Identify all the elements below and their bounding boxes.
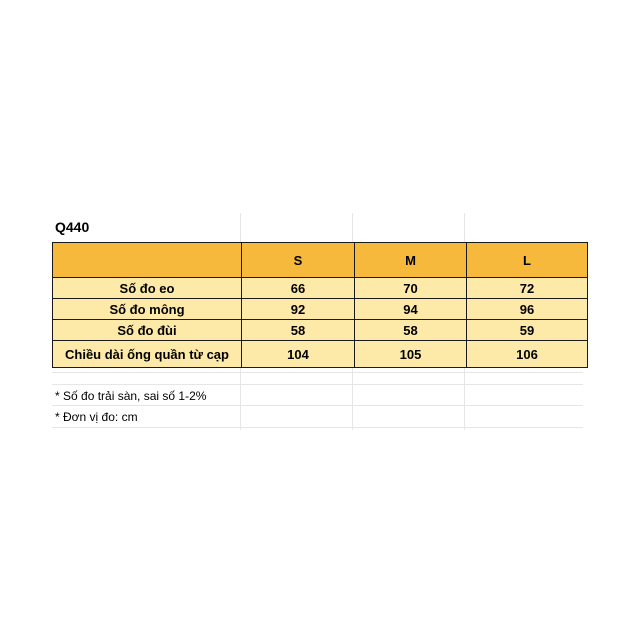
table-cell[interactable]: 96 <box>467 299 588 320</box>
table-cell[interactable]: 92 <box>242 299 355 320</box>
note-measurement: * Số đo trải sàn, sai số 1-2% <box>55 389 207 403</box>
header-cell[interactable] <box>53 243 242 278</box>
row-label[interactable]: Số đo mông <box>53 299 242 320</box>
table-cell[interactable]: 59 <box>467 320 588 341</box>
table-header-row <box>53 243 588 278</box>
gridline <box>52 427 583 428</box>
table-cell[interactable]: 66 <box>242 278 355 299</box>
table-row <box>53 278 588 299</box>
gridline <box>52 372 583 373</box>
sheet-title: Q440 <box>55 219 90 235</box>
table-cell[interactable]: 106 <box>467 341 588 368</box>
table-cell[interactable]: 72 <box>467 278 588 299</box>
table-row <box>53 299 588 320</box>
size-table <box>52 242 588 368</box>
table-row <box>53 320 588 341</box>
table-cell[interactable]: 104 <box>242 341 355 368</box>
gridline <box>52 405 583 406</box>
table-cell[interactable]: 94 <box>355 299 467 320</box>
header-cell-m[interactable]: M <box>355 243 467 278</box>
note-unit: * Đơn vị đo: cm <box>55 410 138 424</box>
table-cell[interactable]: 58 <box>242 320 355 341</box>
row-label[interactable]: Chiều dài ống quần từ cạp <box>53 341 242 368</box>
table-cell[interactable]: 70 <box>355 278 467 299</box>
row-label[interactable]: Số đo eo <box>53 278 242 299</box>
row-label[interactable]: Số đo đùi <box>53 320 242 341</box>
table-cell[interactable]: 58 <box>355 320 467 341</box>
gridline <box>52 384 583 385</box>
header-cell-s[interactable]: S <box>242 243 355 278</box>
header-cell-l[interactable]: L <box>467 243 588 278</box>
table-cell[interactable]: 105 <box>355 341 467 368</box>
table-row <box>53 341 588 368</box>
